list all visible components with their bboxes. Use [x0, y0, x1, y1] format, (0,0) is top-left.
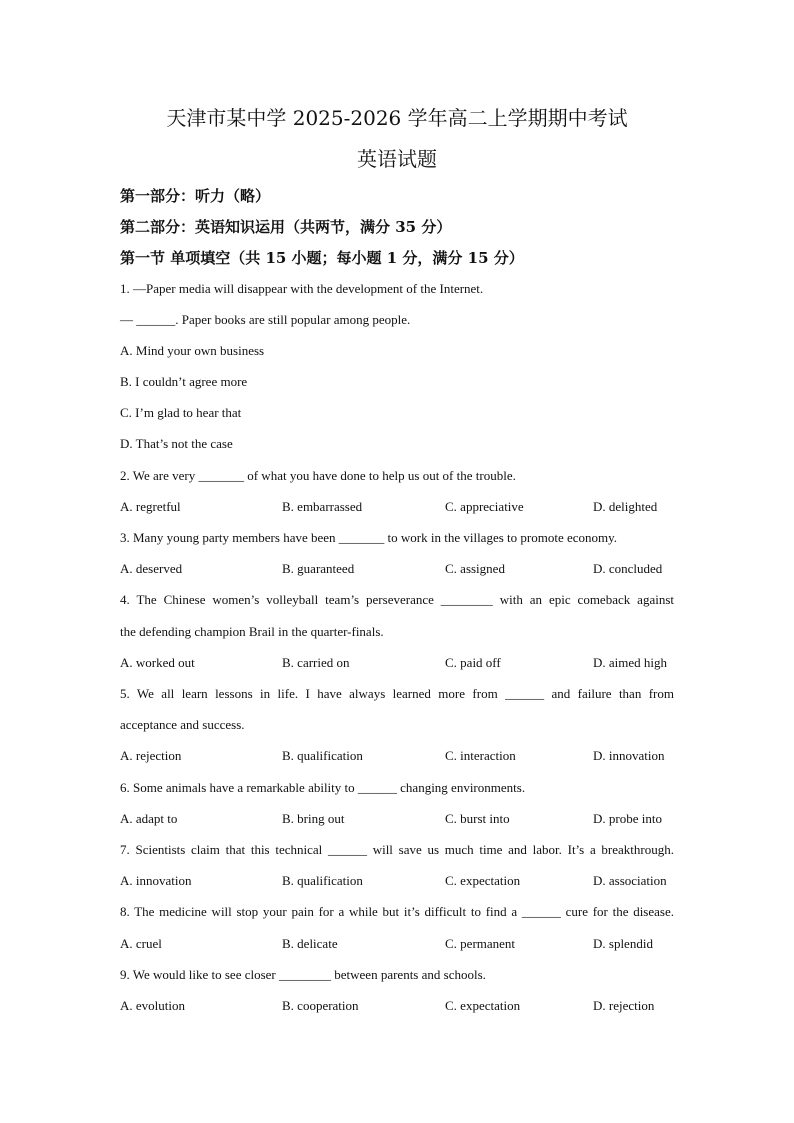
- question-7-option-b: B. qualification: [282, 873, 363, 888]
- question-7-stem: 7. Scientists claim that this technical ______ will save us much time and labor. It’s a breakthrough.: [120, 842, 674, 857]
- question-6-stem: 6. Some animals have a remarkable ability to ______ changing environments.: [120, 780, 526, 795]
- question-1-option-c: C. I’m glad to hear that: [120, 405, 242, 420]
- question-1-option-b: B. I couldn’t agree more: [120, 374, 248, 389]
- question-9-option-c: C. expectation: [445, 998, 521, 1013]
- question-4-option-b: B. carried on: [282, 655, 350, 670]
- question-6-option-a: A. adapt to: [120, 811, 178, 826]
- question-9-option-a: A. evolution: [120, 998, 185, 1013]
- question-7-option-d: D. association: [593, 873, 667, 888]
- question-4-option-a: A. worked out: [120, 655, 195, 670]
- question-4-stem-line-1: 4. The Chinese women’s volleyball team’s perseverance ________ with an epic comeback against: [120, 592, 674, 607]
- question-7-option-c: C. expectation: [445, 873, 521, 888]
- question-4-stem-line-2: the defending champion Brail in the quarter-finals.: [120, 624, 384, 639]
- question-5-stem-line-2: acceptance and success.: [120, 717, 245, 732]
- question-1-stem-line-2: — ______. Paper books are still popular among people.: [120, 312, 411, 327]
- exam-title: 天津市某中学 2025-2026 学年高二上学期期中考试: [166, 106, 628, 130]
- question-5-option-b: B. qualification: [282, 748, 363, 763]
- question-6-option-b: B. bring out: [282, 811, 345, 826]
- part2-heading: 第二部分：英语知识运用（共两节，满分 35 分）: [120, 218, 452, 236]
- question-9-option-b: B. cooperation: [282, 998, 359, 1013]
- question-4-option-d: D. aimed high: [593, 655, 668, 670]
- question-7-option-a: A. innovation: [120, 873, 192, 888]
- question-5-option-c: C. interaction: [445, 748, 516, 763]
- question-8-option-d: D. splendid: [593, 936, 653, 951]
- question-3-option-c: C. assigned: [445, 561, 505, 576]
- question-3-option-d: D. concluded: [593, 561, 663, 576]
- question-9-stem: 9. We would like to see closer ________ between parents and schools.: [120, 967, 486, 982]
- question-5-option-a: A. rejection: [120, 748, 182, 763]
- question-8-option-a: A. cruel: [120, 936, 162, 951]
- part1-heading: 第一部分：听力（略）: [120, 187, 271, 205]
- question-3-option-b: B. guaranteed: [282, 561, 355, 576]
- question-3-option-a: A. deserved: [120, 561, 183, 576]
- question-1-stem-line-1: 1. —Paper media will disappear with the development of the Internet.: [120, 281, 484, 296]
- question-8-option-c: C. permanent: [445, 936, 516, 951]
- question-9-option-d: D. rejection: [593, 998, 655, 1013]
- question-4-option-c: C. paid off: [445, 655, 501, 670]
- question-6-option-c: C. burst into: [445, 811, 510, 826]
- question-2-option-d: D. delighted: [593, 499, 658, 514]
- exam-subtitle: 英语试题: [357, 147, 437, 171]
- question-1-option-a: A. Mind your own business: [120, 343, 265, 358]
- question-8-stem: 8. The medicine will stop your pain for a while but it’s difficult to find a ______ cure for the disease.: [120, 904, 674, 919]
- question-2-option-a: A. regretful: [120, 499, 181, 514]
- question-2-option-c: C. appreciative: [445, 499, 524, 514]
- question-8-option-b: B. delicate: [282, 936, 338, 951]
- question-2-option-b: B. embarrassed: [282, 499, 363, 514]
- question-5-stem-line-1: 5. We all learn lessons in life. I have always learned more from ______ and failure than from: [120, 686, 674, 701]
- question-3-stem: 3. Many young party members have been _______ to work in the villages to promote economy.: [120, 530, 618, 545]
- section1-heading: 第一节 单项填空（共 15 小题；每小题 1 分，满分 15 分）: [120, 249, 524, 267]
- question-6-option-d: D. probe into: [593, 811, 662, 826]
- question-5-option-d: D. innovation: [593, 748, 665, 763]
- question-1-option-d: D. That’s not the case: [120, 436, 233, 451]
- question-2-stem: 2. We are very _______ of what you have done to help us out of the trouble.: [120, 468, 516, 483]
